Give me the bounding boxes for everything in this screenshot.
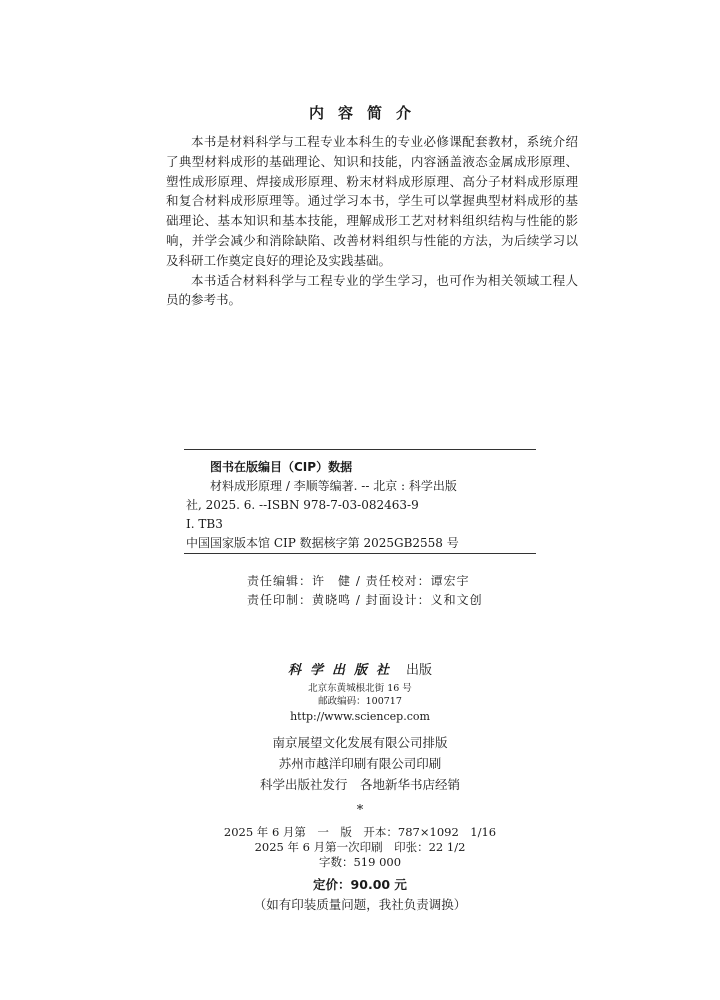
cip-bottom-rule bbox=[184, 553, 536, 554]
cip-heading: 图书在版编目（CIP）数据 bbox=[210, 460, 353, 474]
cip-top-rule bbox=[184, 449, 536, 450]
publisher-website: http://www.sciencep.com bbox=[290, 710, 430, 723]
intro-body bbox=[166, 132, 578, 310]
cip-line: 中国国家版本馆 CIP 数据核字第 2025GB2558 号 bbox=[186, 536, 459, 550]
printing-line: 2025 年 6 月第一次印刷 印张：22 1/2 bbox=[254, 840, 466, 854]
publisher-suffix: 出版 bbox=[406, 663, 433, 678]
quality-note: （如有印装质量问题，我社负责调换） bbox=[253, 897, 467, 912]
publisher-line bbox=[0, 660, 720, 682]
postcode: 邮政编码：100717 bbox=[318, 696, 402, 707]
cip-line: 社, 2025. 6. --ISBN 978-7-03-082463-9 bbox=[186, 498, 419, 512]
price: 定价：90.00 元 bbox=[313, 877, 407, 892]
intro-paragraph: 本书是材料科学与工程专业本科生的专业必修课配套教材，系统介绍了典型材料成形的基础理论、知识和技能，内容涵盖液态金属成形原理、塑性成形原理、焊接成形原理、粉末材料成形原理、高分子材料成形原理和复合材料成形原理等。通过学习本书，学生可以掌握典型材料成形的基础理论、基本知识和基本技能，理解成形工艺对材料组织结构与性能的影响，并学会减少和消除缺陷、改善材料组织与性能的方法，为后续学习以及科研工作奠定良好的理论及实践基础。 bbox=[166, 134, 578, 268]
credit-row: 责任印制：黄晓鸣 / 封面设计：义和文创 bbox=[247, 593, 483, 607]
cip-line: Ⅰ. TB3 bbox=[186, 517, 223, 531]
typesetter: 南京展望文化发展有限公司排版 bbox=[272, 735, 448, 750]
cip-line: 材料成形原理 / 李顺等编著. -- 北京 : 科学出版 bbox=[210, 479, 457, 493]
distributor: 科学出版社发行 各地新华书店经销 bbox=[259, 777, 460, 792]
intro-title: 内容简介 bbox=[308, 104, 425, 122]
credit-row: 责任编辑：许 健 / 责任校对：谭宏宇 bbox=[247, 574, 470, 588]
separator-asterisk: * bbox=[356, 803, 364, 818]
word-count: 字数：519 000 bbox=[318, 855, 402, 869]
publisher-name: 科学出版社 bbox=[287, 663, 398, 678]
intro-paragraph: 本书适合材料科学与工程专业的学生学习，也可作为相关领域工程人员的参考书。 bbox=[166, 272, 578, 308]
print-specs bbox=[0, 825, 720, 870]
imprint-block bbox=[0, 660, 720, 915]
edition-line: 2025 年 6 月第 一 版 开本：787×1092 1/16 bbox=[223, 825, 497, 839]
printer: 苏州市越洋印刷有限公司印刷 bbox=[278, 756, 442, 771]
cip-data-block bbox=[186, 458, 536, 553]
publisher-address: 北京东黄城根北街 16 号 bbox=[308, 683, 412, 694]
editorial-credits bbox=[247, 572, 483, 610]
